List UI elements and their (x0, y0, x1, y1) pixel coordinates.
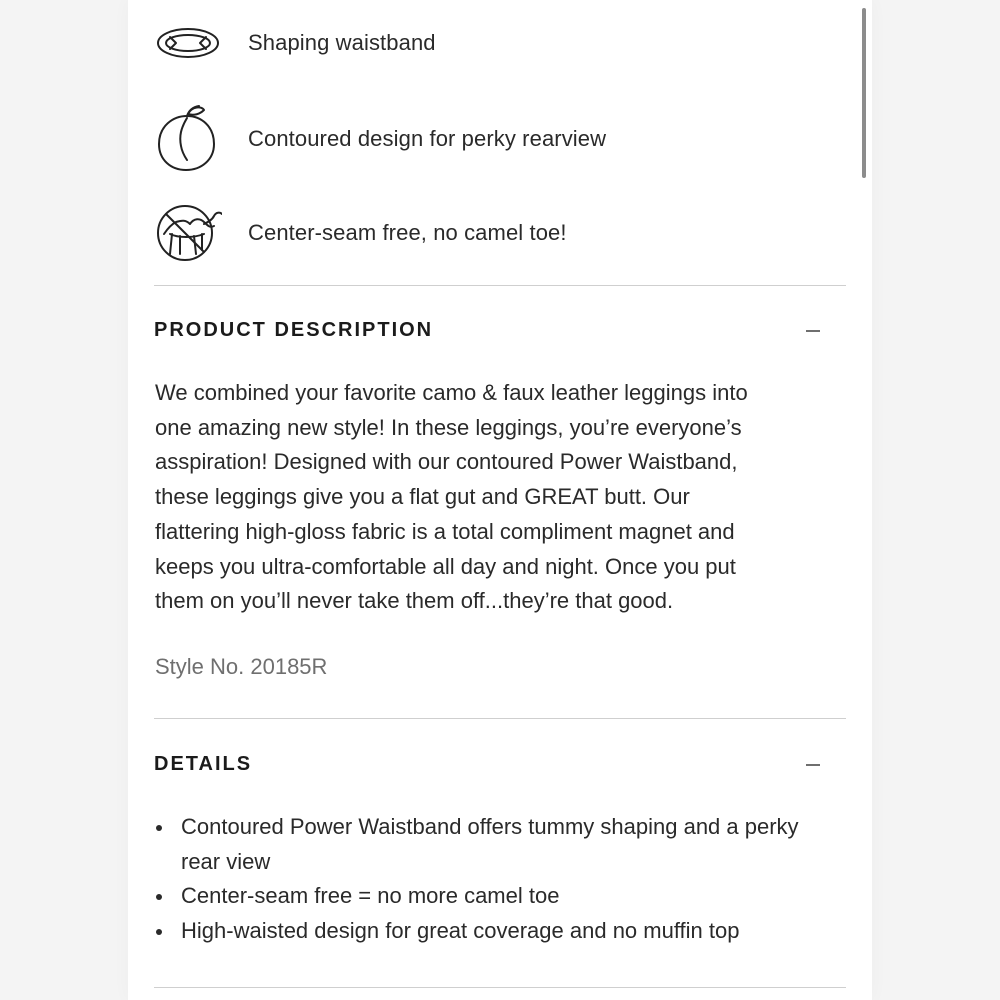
divider (154, 718, 846, 719)
no-camel-icon (154, 198, 222, 268)
description-line: these leggings give you a flat gut and GREAT butt. Our (155, 484, 690, 510)
style-number: Style No. 20185R (155, 654, 328, 679)
collapse-product-description-button[interactable] (804, 319, 822, 343)
divider (154, 987, 846, 988)
list-item: High-waisted design for great coverage and no muffin top (154, 914, 804, 949)
description-line: them on you’ll never take them off...they’re that good. (155, 588, 674, 614)
collapse-details-button[interactable] (804, 753, 822, 777)
description-line: flattering high-gloss fabric is a total compliment magnet and (155, 518, 735, 544)
feature-label: Center-seam free, no camel toe! (248, 220, 567, 245)
details-list (154, 810, 804, 949)
feature-center-seam-free (154, 198, 794, 268)
description-line: keeps you ultra-comfortable all day and night. Once you put (155, 553, 736, 579)
feature-label: Shaping waistband (248, 30, 436, 55)
description-line: one amazing new style! In these leggings, you’re everyone’s (155, 414, 742, 440)
minus-icon (806, 330, 820, 332)
section-title: PRODUCT DESCRIPTION (154, 319, 434, 341)
scrollbar[interactable] (862, 8, 866, 178)
feature-contoured-design (154, 104, 794, 174)
description-line: asspiration! Designed with our contoured Power Waistband, (155, 449, 738, 475)
section-title: DETAILS (154, 753, 253, 775)
description-line: We combined your favorite camo & faux leather leggings into (155, 380, 748, 405)
feature-shaping-waistband (154, 8, 794, 78)
list-item: Center-seam free = no more camel toe (154, 879, 804, 914)
peach-icon (154, 104, 222, 174)
waistband-icon (154, 8, 222, 78)
minus-icon (806, 764, 820, 766)
list-item: Contoured Power Waistband offers tummy shaping and a perky rear view (154, 810, 804, 879)
divider (154, 285, 846, 286)
details-header[interactable] (154, 753, 846, 783)
product-description-header[interactable] (154, 319, 846, 349)
feature-label: Contoured design for perky rearview (248, 126, 607, 151)
product-description-text (155, 376, 805, 619)
